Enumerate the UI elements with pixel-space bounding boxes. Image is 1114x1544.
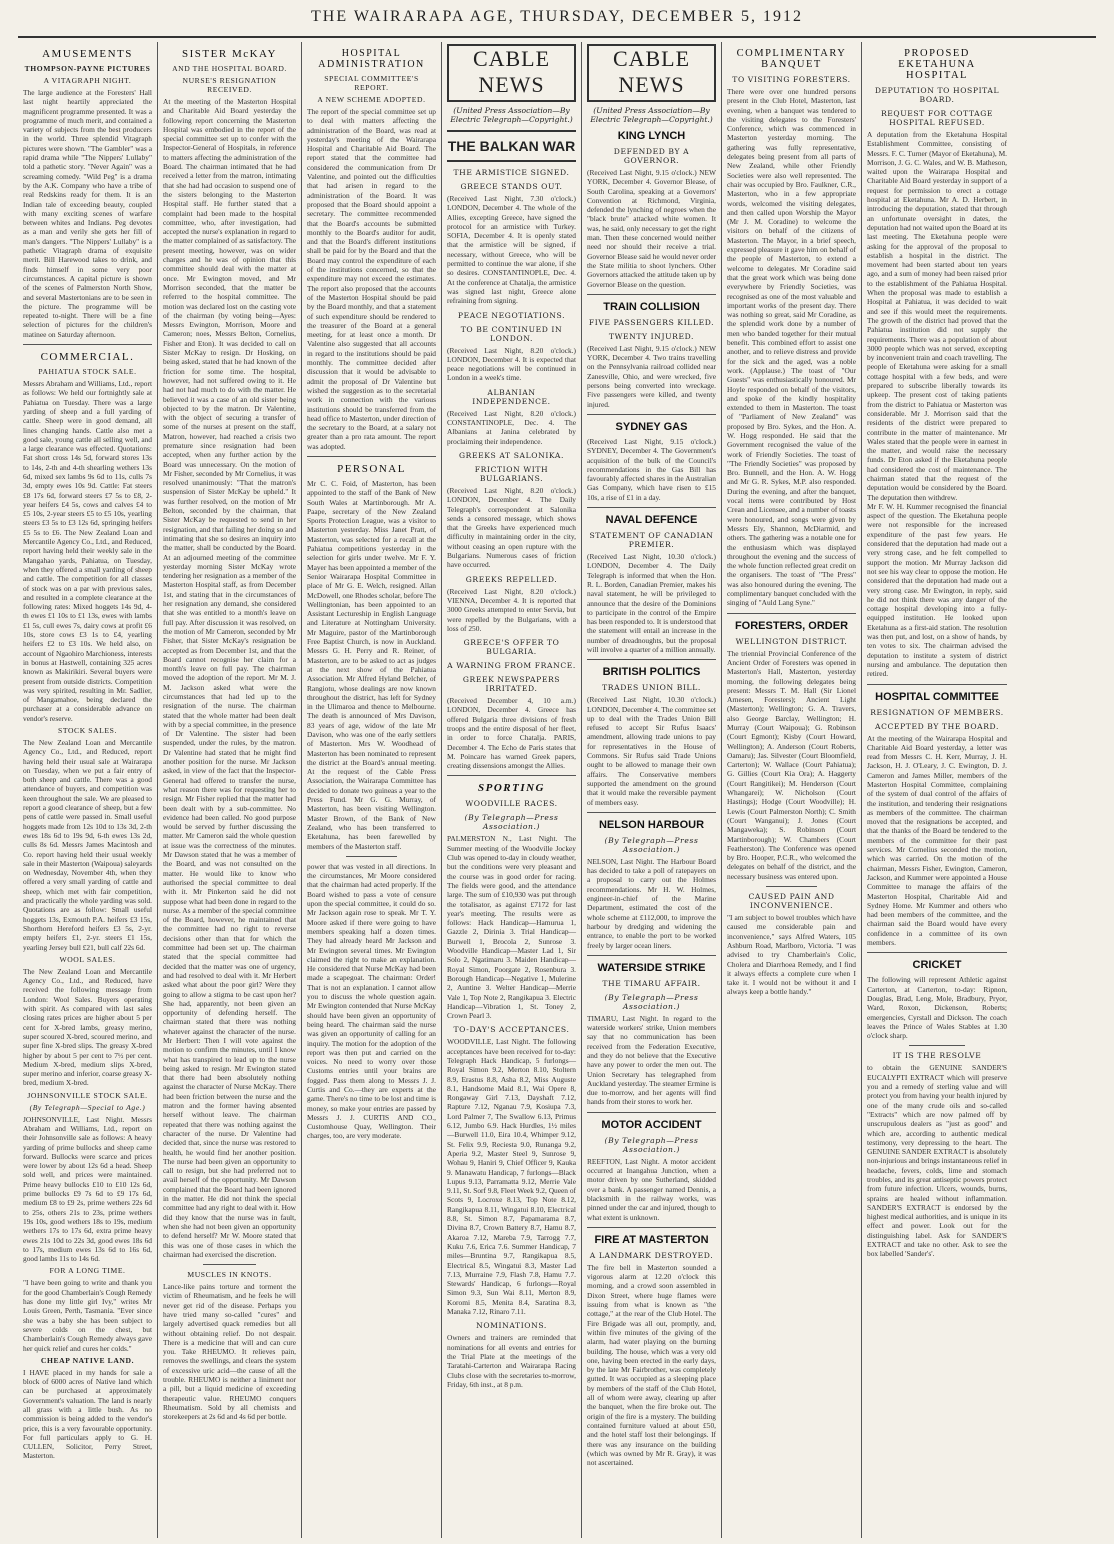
banquet-subheading: TO VISITING FORESTERS. <box>732 75 851 84</box>
stock-sales-heading: STOCK SALES. <box>58 726 117 735</box>
warning-subheading: A WARNING FROM FRANCE. <box>447 661 576 671</box>
acceptances-subheading: TO-DAY'S ACCEPTANCES. <box>453 1025 570 1035</box>
divider <box>587 812 716 813</box>
trades-union-subheading: TRADES UNION BILL. <box>602 683 701 693</box>
commercial-heading: COMMERCIAL. <box>40 351 135 364</box>
hc-subheading-1: RESIGNATION OF MEMBERS. <box>870 707 1004 717</box>
london-subheading: TO BE CONTINUED IN LONDON. <box>460 324 563 343</box>
sporting-heading: SPORTING <box>477 782 545 795</box>
cable-news-source-2: (United Press Association—By Electric Telegraph—Copyright.) <box>590 106 713 124</box>
hospital-admin-continued: power that was vested in all directions. In the circumstances, Mr Moore considered that the chairman had acted properly. If the Board wished to pass a vote of censure upon the special committee, it could do so. Mr Jackson again rose to speak. Mr T. Y. Moore asked if there were going to have members speaking half a dozen times. They had already heard Mr Jackson and Mr Ewington several times. Mr Ewington claimed the right to make an explanation. He considered that Nurse McKay had been made a scapegoat. The chairman: Order! That is not an explanation. I cannot allow you to discuss the whole question again. Mr Ewington contended that Nurse McKay should have been given an opportunity of being heard. The chairman said the nurse was given an opportunity of calling for an inquiry. The motion for the adoption of the report was then put and carried on the voices. No need to worry over those Customs entries until your brains are fogged. Pass them along to Messrs J. J. Curtis and Co.—they are experts at the game. There's no time to be lost and time is money, so make your entries are passed by Messrs J. J. CURTIS AND CO., Customhouse Quay, Wellington. Their charges, too, are very moderate. <box>307 861 436 1141</box>
naval-subheading: STATEMENT OF CANADIAN PREMIER. <box>589 531 714 550</box>
king-lynch-subheading: DEFENDED BY A GOVERNOR. <box>613 147 690 165</box>
greece-subheading: GREECE STANDS OUT. <box>460 182 563 191</box>
repelled-article: (Received Last Night, 8.20 o'clock.) VIENNA, December 4. It is reported that 3000 Greeks attempted to enter Servia, but were repelled by the Bulgarians, with a loss of 250. <box>447 586 576 633</box>
banquet-heading: COMPLIMENTARY BANQUET <box>736 48 847 70</box>
column-7 <box>862 42 1012 1538</box>
masthead: THE WAIRARAPA AGE, THURSDAY, DECEMBER 5, 1912 <box>311 8 803 25</box>
hc-subheading-2: ACCEPTED BY THE BOARD. <box>875 721 999 731</box>
hospital-admin-heading: HOSPITAL ADMINISTRATION <box>318 48 425 70</box>
offer-article: (Received December 4, 10 a.m.) LONDON, December 4. Greece has offered Bulgaria three divisions of fresh troops and the entire disposal of her fleet, in order to force Chatalja. PARIS, December 4. The Echo de Paris states that M. Poincare has warned Greek papers, creating dissensions amongst the Allies. <box>447 696 576 771</box>
balkan-war-heading: THE BALKAN WAR <box>447 130 576 162</box>
rheumo-advert: Lance-like pains torture and torment the victim of Rheumatism, and he feels he will never get rid of the disease. Perhaps you have tried many so-called "cures" and largely advertised quack remedies but all without obtaining relief. Do not despair. There is a medicine that will and can cure you. Take RHEUMO. It relieves pain, removes the swellings, and clears the system of excessive uric acid—the cause of all the trouble. RHEUMO is neither a liniment nor a pill, but a liquid medicine of exceeding therapeutic value. RHEUMO conquers Rheumatism. Sold by all chemists and storekeepers at 2s 6d and 4s 6d per bottle. <box>163 1282 296 1422</box>
woodville-byline: (By Telegraph—Press Association.) <box>464 813 559 832</box>
divider <box>307 456 436 457</box>
long-time-heading: FOR A LONG TIME. <box>49 1266 126 1276</box>
divider <box>727 613 856 614</box>
fire-article: The fire bell in Masterton sounded a vigorous alarm at 12.20 o'clock this morning, and a crowd soon assembled in Dixon Street, where huge flames were issuing from what is known as "the cottage," at the rear of the Club Hotel. The Fire Brigade was all out, promptly, and, within five minutes of the giving of the alarm, had water playing on the burning building. The house, which was a very old one, having been erected in the early days, by the late Mr Fairbrother, was completely gutted. It was occupied as a sleeping place by members of the staff of the Club Hotel, all of whom were away, clearing up after the banquet, when the fire broke out. The origin of the fire is a mystery. The building contained furniture valued at about £50, and the hotel staff lost their belongings. If there was any insurance on the building (which was owned by Mr R. Gray), it was not ascertained. <box>587 1262 716 1468</box>
stock-sales-article: The New Zealand Loan and Mercantile Agency Co., Ltd., and Reduced, report having held their usual sale at Wairarapa on Tuesday, when we put a fair entry of both sheep and cattle. There was a good attendance of buyers, and competition was keen throughout the sale. We are pleased to report a good clearance of sheep, but a few pens of cattle were passed in. Small useful hoggets made from 12s 10d to 13s 3d, 2-th ewes 18s 6d to 19s 9d, 6-th ewes 13s 2d, culls 8s 6d. Messrs James Macintosh and Co. report having held their usual weekly sale in their Masterton (Waipoua) saleyards on Wednesday, November 4th, when they offered a very small yarding of cattle and sheep, which met with fair competition, and practically the whole yarding was sold. Quotations are as follow: Small useful hoggets 13s, Exmouth P.A. heifers £3 15s, Shorthorn Hereford heifers £3 5s, 2-yr. empty heifers £1, 2-yr. steers £1 15s, yearling Jersey bull £21, bull calf 22s 6d. <box>23 738 152 952</box>
train-subheading-1: FIVE PASSENGERS KILLED. <box>588 317 715 327</box>
column-5 <box>582 42 722 1538</box>
pain-advert: "I am subject to bowel troubles which have caused me considerable pain and inconvenience," says Alfred Waters, 105 Ashburn Road, Marlboro, Victoria. "I was advised to try Chamberlain's Colic, Cholera and Diarrhoea Remedy, and I find it always effects a complete cure when I take it. I would not be without it and I always keep a bottle handy." <box>727 913 856 997</box>
divider <box>587 294 716 295</box>
british-politics-article: (Received Last Night, 10.30 o'clock.) LONDON, December 4. The committee set up to deal with the Trades Union Bill refused to accept Sir Rufus Isaacs' amendment, allowing trade unions to pay for representatives in the House of Commons. Sir Rufus said Trade Unions ought to be allowed to manage their own affairs. The Conservative members supported the amendment on the ground that it would make the reversible payment of members easy. <box>587 695 716 807</box>
masthead-rule <box>18 36 1096 38</box>
wool-sales-article: The New Zealand Loan and Mercantile Agency Co., Ltd., and Reduced, have received the following message from London: Wool Sales. Buyers operating with spirit. As compared with last sales closing rates prices are higher about 5 per cent for X-bred lambs, greasy merino, super scoured X-bred, scoured merino, and super fine X-bred slips. The greasy X-bred higher by about 5 per cent to 7½ per cent. Medium X-bred, medium slips X-bred, super merino and inferior, coarse greasy X-bred, medium X-bred. <box>23 966 152 1088</box>
divider <box>867 952 1007 953</box>
hospital-committee-article: At the meeting of the Wairarapa Hospital and Charitable Aid Board yesterday, a letter was read from Messrs C. H. Kerr, Murray, J. H. Jackson, H. J. O'Leary, J. C. Ewington, D. J. Cameron and James Miller, members of the Masterton Hospital Committee, complaining of the system of dual control of the affairs of the institution, and tendering their resignations as members of the committee. The chairman moved that the resignations be accepted, and that the thanks of the Board be tendered to the members of the committee for their past services. Mr Cornelius seconded the motion, which was carried. On the motion of the chairman, Messrs Fisher, Ewington, Cameron, Jackson, and Kummer were appointed a House Committee to manage the affairs of the Masterton Hospital, Charitable Aid and Sydney Home. Mr Kummer and others who had been members of the committee, and the chairman said the Board would have every confidence in a committee of its own members. <box>867 733 1007 948</box>
albania-article: (Received Last Night, 8.20 o'clock.) CONSTANTINOPLE, Dec. 4. The Albanians at Janina celebrated by proclaiming their independence. <box>447 408 576 446</box>
johnsonville-article: JOHNSONVILLE, Last Night. Messrs Abraham and Williams, Ltd., report on their Johnsonville sale as follows: A heavy yarding of prime bullocks and sheep came forward. Bullocks were scarce and prices were lower by about 12s 6d a head. Sheep sold well, and prices were maintained. Prime heavy bullocks £10 to £10 12s 6d, prime bullocks £9 7s 6d to £9 17s 6d, medium £8 to £9 2s, prime wethers 22s 6d to 25s, others 21s to 23s, prime wethers 19s 10s, good wethers 18s to 19s, medium wethers 17s to 17s 6d, extra prime heavy ewes 21s 10d to 22s 3d, good ewes 18s 6d to 17s, medium ewes 13s 6d to 16s 6d, good lambs 11s to 14s 6d. <box>23 1114 152 1264</box>
repelled-subheading: GREEKS REPELLED. <box>465 574 558 584</box>
foresters-article: The triennial Provincial Conference of the Ancient Order of Foresters was opened in Masterton's Hall, Masterton, yesterday morning, the following delegates being present: Messrs T. M. Hall (Sir Lionel Arnesen, Foresters); Ancient Light (Masterton); Wellington; G. A. Travers, also George Barclay, Wellington; H. Murray (Court Waipoua); G. Robinson (Court Egmont); Kisby (Court Howard, Wellington); A. Anderson (Court Roberts, Oamaru); Jas. Silvester (Court Bloomfield, Carterton); W. Wallace (Court Pahiatua); G. Gillies (Court Kia Ora); A. Haggerty (Court Rangitikei); M. Henderson (Court Whangarei); W. Nicholson (Court Hastings); Hodge (Court Woodville); H. Lewis (Court Palmerston North); C. Smith (Court Wanganui); J. Jones (Court Mangaweka); S. Robinson (Court Martinborough); W. Chambers (Court Featherston). The Conference was opened by Bro. Hooper, P.C.R., who welcomed the delegates on behalf of the district, and the necessary business was entered upon. <box>727 648 856 881</box>
divider <box>587 955 716 956</box>
british-politics-heading: BRITISH POLITICS <box>602 666 701 679</box>
cheap-land-heading: CHEAP NATIVE LAND. <box>40 1355 135 1365</box>
sanders-advert: to obtain the GENUINE SANDER'S EUCALYPTI EXTRACT which will preserve you and a remedy of sterling value and will protect you from having your health injured by one of the many crude oils and so-called "Extracts" which are now palmed off by unscrupulous dealers as "just as good" and which are, according to authentic medical testimony, very depressing to the heart. The GENUINE SANDER EXTRACT is absolutely non-injurious and brings instantaneous relief in headache, fevers, colds, lime and stomach troubles, and its great antiseptic powers protect from future infection. Ulcers, wounds, burns, sprains are healed without inflammation. SANDER'S EXTRACT is endorsed by the highest medical authorities, and is unique in its effect and power. Look out for the distinguishing label. Ask for SANDER'S EXTRACT and take no other. Ask to see the box labelled 'Sander's'. <box>867 1063 1007 1259</box>
divider <box>203 1264 256 1265</box>
offer-subheading: GREECE'S OFFER TO BULGARIA. <box>463 638 560 657</box>
divider <box>447 775 576 776</box>
divider <box>587 1227 716 1228</box>
special-report-subheading: SPECIAL COMMITTEE'S REPORT. <box>324 74 419 92</box>
sister-mckay-heading: SISTER McKAY <box>182 48 277 60</box>
fire-heading: FIRE AT MASTERTON <box>594 1233 709 1246</box>
divider <box>766 886 818 887</box>
cable-news-source: (United Press Association—By Electric Telegraph—Copyright.) <box>450 106 573 124</box>
divider <box>23 344 152 345</box>
personal-heading: PERSONAL <box>337 462 406 475</box>
irritated-subheading: GREEK NEWSPAPERS IRRITATED. <box>462 675 561 694</box>
divider <box>587 414 716 415</box>
king-lynch-article: (Received Last Night, 9.15 o'clock.) NEW YORK, December 4. Governor Blease, of South Carolina, speaking at a Governors' Convention at Richmond, Virginia, defended the lynching of negroes when the "black brute" attacked white women. It was, he said, only necessary to get the right man. Then these concerned would neither need nor should their receive a trial. Governor Blease said he would never order the State militia to shoot lynchers. Other Governors attacked the attitude taken up by Governor Blease on the question. <box>587 168 716 289</box>
sister-mckay-article: At the meeting of the Masterton Hospital and Charitable Aid Board yesterday the following report concerning the Masterton Hospital was embodied in the report of the special committee set up to confer with the Inspector-General of Hospitals, in reference to matters affecting the administration of the Board. The chairman intimated that he had received a letter from the matron, intimating that she had had occasion to suspend one of the sisters belonging to the Masterton Hospital staff. He further stated that a complaint had been made to the hospital committee, who, after investigation, had accepted the nurse's explanation in regard to the matter complained of as satisfactory. The present meeting, however, was on wider charges and he was of opinion that this committee should deal with the matter at once. Mr Ewington moved, and Mr Morrison seconded, that the matter be referred to the hospital committee. The motion was declared lost on the casting vote of the chairman (by voting being—Ayes: Messrs Ewington, Morrison, Moore and Cameron; noes, Messrs Belton, Cornelius, Fisher and Eton). It was decided to call on Sister McKay to resign. Dr Hosking, on being asked, stated that he had known of the friction for some time. The hospital, however, had not suffered owing to it. He had not had much to do with the matter. He believed it was a case of an old sister being objected to by the matron. Dr Valentine, with the object of securing a transfer of some of the nurses at present on the staff, Matron, however, had reached a crisis two premature since resignation had been accepted, when any further action by the Board was unnecessary. On the motion of Mr Fisher, seconded by Mr Cornelius, it was resolved unanimously: "That the matron's suspension of Sister McKay be upheld." It was further resolved, on the motion of Mr Belton, seconded by the chairman, that Sister McKay be requested to send in her resignation, and that failing her doing so and intimating that she so desires an inquiry into the matter, shall be conducted by the Board. At an adjourned meeting of the committee yesterday morning Sister McKay wrote tendering her resignation as a member of the Masterton Hospital staff, as from December 1st, and stating that in the circumstances of her resignation any demand, she considered that she was entitled to a month's leave on full pay. After discussion it was resolved, on the motion of Mr Cameron, seconded by Mr Fisher, that Sister McKay's resignation be accepted as from December 1st, and that the Board cannot recognise her claim for a month's leave on full pay. The chairman moved the adoption of the report. Mr M. J. M. Jackson asked what were the circumstances that had led up to the resignation of the nurse. The chairman stated that the whole matter had been dealt with by a special committee, in the presence of Dr Valentine. The sister had been suspended, under the rules, by the matron. Dr Valentine had stated that he might find another position for the nurse. Mr Jackson asked, in view of the fact that the Inspector-General had offered to transfer the nurse, what reason there was for requesting her to resign. Mr Fisher replied that the matter had been dealt with by a sub-committee. No evidence had been called. No good purpose would be served by further discussing the matter. Mr Cameron said the whole question at issue was the correctness of the minutes. Mr Dawson stated that he was a member of the Board, and was not consulted on the matter. He would like to know who authorised the special committee to deal with it. Mr Pinkerton said he did not suppose what had been done in regard to the nurse. As a member of the special committee of the Board, however, he maintained that the committee had no right to reverse decisions other than that for which the committee had been set up. The chairman stated that the special committee had decided that the matter was one of urgency, and had resolved to deal with it. Mr Herbert asked what about the poor girl? Were they going to allow a stigma to be cast upon her? She had, apparently, not been given an opportunity of defending herself. The chairman stated that there was nothing whatever against the character of the nurse. Mr Herbert: Then I will vote against the motion to confirm the minutes, until I know what has transpired to lead up to the nurse being asked to resign. Mr Ewington stated that there had been absolutely nothing against the character of Nurse McKay. There had been friction between the nurse and the matron and the former having absented herself without leave. The chairman repeated that there was nothing against the character of the nurse. Dr Valentine had decided that, since the nurse was restored to health, he would find her another position. The nurse had been given an opportunity to call to resign, but she had preferred not to avail herself of the opportunity. Mr Dawson complained that the Board had been ignored in the matter. He did not think the special committee had any right to deal with it. How did they know that the nurse was in fault, when she had not been given an opportunity to defend herself? Mr W. Moore stated that this was one of those cases in which the chairman had exercised the discretion. <box>163 97 296 1259</box>
hospital-board-subheading: AND THE HOSPITAL BOARD. <box>172 64 287 73</box>
timaru-subheading: THE TIMARU AFFAIR. <box>602 978 701 988</box>
column-6 <box>722 42 862 1538</box>
johnsonville-byline: (By Telegraph—Special to Age.) <box>29 1102 146 1112</box>
nominations-subheading: NOMINATIONS. <box>476 1321 547 1331</box>
cable-news-heading: CABLE NEWS <box>447 44 576 102</box>
king-lynch-heading: KING LYNCH <box>617 130 686 142</box>
train-collision-article: (Received Last Night, 9.15 o'clock.) NEW YORK, December 4. Two trains travelling on the Pennsylvania railroad collided near Zanesville, Ohio, and were wrecked, five persons being converted into wreckage. Five passengers were killed, and twenty injured. <box>587 343 716 409</box>
acceptances-article: WOODVILLE, Last Night. The following acceptances have been received for to-day: Telegraph Hack Handicap, 5 furlongs—Royal Simon 9.2, Merton 8.10, Stoltern 8.9, Erastus 8.8, Asha 8.2, Miss Auguste 8.1, Handsome Maid 8.1, Wai Opere 8, Rongaway Girl 7.13, Dayshaft 7.12, Rapture 7.12, Nganau 7.9, Kosiupa 7.3, Lord Palmer 7, The Swallow 6.13, Primus 6.12, Jumbo 6.9. Hack Hurdles, 1½ miles—Burwell 11.0, Eira 10.4, Whimper 9.12, St. Felix 9.9, Reciesta 9.0, Runanga 9.2, Aperia 9.2, Master Steel 9, Sunrose 9, Wohau 9, Haniri 9, Chief Officer 9, Kauka 9. Manawatu Handicap, 7 furlongs—Black Lupus 9.13, Parramatta 9.12, Merrie Vale 9.11, St. Sorf 9.8, Fleet Week 9.2, Queen of Scots 9, Locroxe 8.13, Top Note 8.12, Rangikapua 8.11, Wingatui 8.10, Electrical 8.8, St. Simon 8.7, Papamarama 8.7, Divina 8.7, Crown Battery 8.7, Hamu 8.7, Akaroa 7.12, Mareba 7.9, Tarrogg 7.7, Kuku 7.6, Erica 7.6. Summer Handicap, 7 miles—Bruntina 9.7, Rangikapua 8.5, Electrical 8.5, Wingatui 8.3, Master Lad 7.13, Murraine 7.9, Flash 7.8, Hamu 7.7. Stewards' Handicap, 6 furlongs—Royal Simon 9.3, Sun Wai 8.11, Merton 8.9, Koromi 8.5, Menita 8.4, Saratina 8.3, Manaka 7.12, Rinaro 7.11. <box>447 1037 576 1317</box>
train-subheading-2: TWENTY INJURED. <box>608 331 695 341</box>
armistice-subheading: THE ARMISTICE SIGNED. <box>453 168 570 177</box>
vitagraph-heading: A VITAGRAPH NIGHT. <box>43 76 132 85</box>
albania-subheading: ALBANIAN INDEPENDENCE. <box>472 387 551 406</box>
cricket-heading: CRICKET <box>912 959 962 972</box>
muscles-heading: MUSCLES IN KNOTS. <box>187 1270 272 1280</box>
thompson-heading: THOMPSON-PAYNE PICTURES <box>24 64 151 73</box>
column-2 <box>158 42 302 1538</box>
pahiatua-sale-heading: PAHIATUA STOCK SALE. <box>38 367 137 377</box>
columns <box>18 42 1106 1538</box>
motor-byline: (By Telegraph—Press Association.) <box>604 1135 699 1154</box>
naval-defence-heading: NAVAL DEFENCE <box>605 514 698 527</box>
eketahuna-article-continued: Mr F. W. H. Kummer recognised the financial aspect of the question. The Eketahuna people were not responsible for the increased expenditure of the past few years. He considered that the deputation had made out a very strong case, and he felt compelled to support the motion. Mr Murray Jackson did not see his way clear to oppose the motion. He considered that the deputation had made out a very strong case. Mr Ewington, in reply, said he did not think there was any danger of the cottage hospital developing into a fully-equipped institution. He looked upon Eketahuna as a first-aid station. The resolution was then put, and lost, on a show of hands, by ten votes to six. The chairman advised the deputation to institute a system of district nursing and ambulance. The deputation then retired. <box>867 501 1007 679</box>
personal-article: Mr C. C. Foid, of Masterton, has been appointed to the staff of the Bank of New South Wales at Martinborough. Mr A. Paape, secretary of the New Zealand Sports Protection League, was a visitor to Masterton yesterday. Miss Janet Pratt, of Masterton, was selected for a recall at the Pahiatua competitions yesterday in the selection for girls under twelve. Mr F. Y. Mayer has been appointed a member of the Senior Wairarapa Hospital Committee in place of Mr G. E. Welch, resigned. Allan McDowell, one Rhodes scholar, before The Wellingtonian, has been appointed to an Assistant Lectureship in English Language and Literature at Nottingham University. Mr Maguire, pastor of the Martinborough Free Baptist Church, is now in Auckland. Messrs G. H. Perry and R. Reiner, of Masterton, are to be asked to act as judges at the next show of the Pahiatua Association. Mr Alfred Hyland Belcher, of Rangiotu, whose dealings are now known throughout the district, has left for Sydney in the Ulimaroa and thence to Melbourne. The death is announced of Mrs Davison, 83 years of age, widow of the late Mr Davison, who was one of the early settlers of Masterton. Mrs W. Woodhead of Masterton has been nominated to represent the district at the Board's annual meeting. At the request of the Cable Press Association, the Wairarapa Committee has decided to donate two guineas a year to the Press Fund. Mr G. G. Murray, of Masterton, has been visiting Wellington. Master Brown, of the Bank of New Zealand, who has been transferred to Eketahuna, has been farewelled by members of the Masterton staff. <box>307 478 436 851</box>
cheap-land-advert: I HAVE placed in my hands for sale a block of 6000 acres of Native land which can be purchased at approximately Government's valuation. The land is nearly all grass with a little bush. As no commission is being added to the vendor's price, this is a very favourable opportunity. For full particulars apply to G. H. CULLEN, Solicitor, Perry Street, Masterton. <box>23 1367 152 1461</box>
long-time-advert: "I have been going to write and thank you for the good Chamberlain's Cough Remedy has done my little girl Ivy," writes Mr Louis Green, Perth, Tasmania. "Ever since she was a baby she has been subject to severe colds on the chest, but Chamberlain's Cough Remedy always gave her quick relief and cures her colds." <box>23 1278 152 1353</box>
column-1 <box>18 42 158 1538</box>
deputation-subheading: DEPUTATION TO HOSPITAL BOARD. <box>874 86 1000 104</box>
divider <box>346 856 398 857</box>
motor-accident-heading: MOTOR ACCIDENT <box>601 1118 702 1131</box>
divider <box>587 659 716 660</box>
nelson-harbour-heading: NELSON HARBOUR <box>598 818 705 831</box>
hospital-committee-heading: HOSPITAL COMMITTEE <box>875 690 999 703</box>
sydney-gas-heading: SYDNEY GAS <box>615 420 688 433</box>
friction-article: (Received Last Night, 8.20 o'clock.) LONDON, December 4. The Daily Telegraph's correspondent at Salonika sends a censored message, which shows that the Greeks have experienced much difficulty in maintaining order in the city, without ceasing an open rupture with the Bulgarians. Numerous cases of friction have occurred. <box>447 485 576 570</box>
train-collision-heading: TRAIN COLLISION <box>603 300 700 313</box>
waterside-strike-heading: WATERSIDE STRIKE <box>597 961 706 974</box>
fire-subheading: A LANDMARK DESTROYED. <box>589 1250 714 1260</box>
cricket-article: The following will represent Athletic against Carterton, at Carterton, to-day: Ripnon, Douglas, Brad, Leng, Mole, Bradbury, Pryor, Ward, Roxon, Dickenson, Roberts; emergencies, Cyrstall and Dickson. The coach leaves the Prince of Wales Stables at 1.30 o'clock sharp. <box>867 975 1007 1041</box>
woodville-subheading: WOODVILLE RACES. <box>465 799 558 809</box>
nominations-article: Owners and trainers are reminded that nominations for all events and entries for the Trial Plate at the meetings of the Taratahi-Carterton and Wairarapa Racing Clubs close with the secretaries to-morrow, Friday, 6th inst., at 8 p.m. <box>447 1333 576 1389</box>
eketahuna-heading: PROPOSED EKETAHUNA HOSPITAL <box>898 48 976 81</box>
pahiatua-sale-article: Messrs Abraham and Williams, Ltd., report as follows: We held our fortnightly sale at Pahiatua on Tuesday. There was a large yarding of sheep and a full yarding of cattle. Sheep were in good demand, all lines changing hands. Cattle also met a good sale, young cattle all selling well, and a large clearance was effected. Quotations: Fat short cross 14s 5d, forward stores 13s to 14s, 2-th and 4-th shearling wethers 13s 6d, mixed sex lambs 9s 6d to 11s, culls 7s 3d, empty ewes 10s 9d. Cattle: Fat steers £8 17s 6d, forward steers £7 5s to £8, 2-year heifers £4 5s, cows and calves £4 to £5 10s, 2-year steers £5 to £5 10s, yearling steers £3 5s to £3 12s 6d, springing heifers £5 5s to £6. The New Zealand Loan and Mercantile Agency Co., Ltd., and Reduced, report having held their weekly sale in the Mangahao yards, Pahiatua, on Tuesday, when they offered a small yarding of sheep and cattle. The competition for all classes of stock was on a par with previous sales, and resulted in a complete clearance at the following rates: Mixed hoggets 14s 9d, 4-th ewes £1 10s to £1 13s, ewes with lambs £1 5s, cull ewes 7s, dairy cows at profit £6 10s, store cows £3 1s to £4, yearling heifers £2 to £3 10s. We held also, on account of Ngaohiro Marchioness, interests in bonus at Hastwell, containing 325 acres known as Makirikiri. Several buyers were present from outside districts. Competition was very spirited, resulting in Mr. Sadlier, of Mangamahoe, being declared the purchaser at a considerable advance on vendor's reserve. <box>23 379 152 723</box>
column-3 <box>302 42 442 1538</box>
sporting-article: PALMERSTON N., Last Night. The Summer meeting of the Woodville Jockey Club was opened to-day in cloudy weather, but the conditions were very pleasant and the course was in good order for racing. The fields were good, and the attendance large. The sum of £10,930 was put through the totalisator, as against £7172 for last year's meeting. The results were as follows: Hack Handicap—Hamurua 1, Gazzle 2, Dirinia 3. Trial Handicap—Burwell 1, Brocola 2, Sunrose 3. Woodville Handicap—Master Lad 1, Sir Solo 2, Ngatimaru 3. Maiden Handicap—Royal Simon, Poorgate 2, Rosenbura 3. Borough Handicap—Negative 1, Mulerine 2, Auntine 3. Welter Handicap—Merrie Vale 1, Top Note 2, Rangikapua 3. Electric Handicap—Vibration 1, St. Toney 2, Crown Pearl 3. <box>447 834 576 1021</box>
divider <box>867 684 1007 685</box>
amusements-heading: AMUSEMENTS <box>42 48 133 60</box>
eketahuna-article: A deputation from the Eketahuna Hospital Establishment Committee, consisting of Messrs. F. C. Turner (Mayor of Eketahuna), M. Morrison, J. G. C. Wales, and W. B. Matheson, waited upon the Wairarapa Hospital and Charitable Aid Board yesterday in support of a request for permission to erect a cottage hospital at Eketahuna. Mr A. D. Herbert, in introducing the deputation, stated that through an unfortunate oversight in dates, the deputation had not waited upon the Board at its last meeting. The Eketahuna people were asking for the approval of the proposal to establish a hospital in the district. The movement had been started about ten years ago, and a sum of money had been raised prior to the establishment of the Pahiatua Hospital. When the proposal was made to establish a Hospital at Pahiatua, it was decided to wait and see if this would meet the requirements. The growth of the district had proved that the Pahiatua institution did not supply the requirements. There was a population of about 3000 people which was not served, excepting by inconvenient train and coach travelling. The people of Eketahuna were asking for a small cottage hospital with a few beds, and were prepared to subscribe liberally towards its upkeep. The present cost of taking patients from the district to Pahiatua or Masterton was considerable. Mr J. Morrison said that the residents of the district were prepared to contribute in the matter of maintenance. Mr Wales stated that the people were in earnest in the matter, and would raise the necessary funds. Dr Eton asked if the Eketahuna people had considered the cost of maintenance. The chairman stated that the request of the deputation would be considered by the Board. The deputation then withdrew. <box>867 130 1007 502</box>
greeks-subheading: GREEKS AT SALONIKA. <box>459 450 564 460</box>
resignation-subheading: NURSE'S RESIGNATION RECEIVED. <box>182 76 277 94</box>
peace-subheading: PEACE NEGOTIATIONS. <box>457 310 566 320</box>
divider <box>587 1112 716 1113</box>
motor-accident-article: REEFTON, Last Night. A motor accident occurred at Inangahua Junction, when a motor driven by one Sutherland, skidded over a bank. A passenger named Dennis, a blacksmith in the railway works, was pinned under the car and injured, though to what extent is unknown. <box>587 1156 716 1222</box>
waterside-strike-article: TIMARU, Last Night. In regard to the waterside workers' strike, Union members say that no communication has been received from the Federation Executive, and they do not believe that the Executive have any power to order the men out. The Union Secretary has telegraphed from Auckland yesterday. The steamer Ermine is due to-morrow, and her agents will find hands from their stores to work her. <box>587 1013 716 1107</box>
wellington-subheading: WELLINGTON DISTRICT. <box>735 636 848 646</box>
waterside-byline: (By Telegraph—Press Association.) <box>604 992 699 1011</box>
nelson-byline: (By Telegraph—Press Association.) <box>604 835 699 854</box>
nelson-harbour-article: NELSON, Last Night. The Harbour Board has decided to take a poll of ratepayers on a proposal to carry out the Holmes recommendations. Mr H. W. Holmes, engineer-in-chief of the Marine Department, estimated the cost of the whole scheme at £112,000, to improve the harbour by dredging and widening the entrance, to enable the port to be worked freely by larger ocean liners. <box>587 856 716 950</box>
johnsonville-heading: JOHNSONVILLE STOCK SALE. <box>27 1090 148 1100</box>
resolve-heading: IT IS THE RESOLVE <box>892 1051 982 1061</box>
friction-subheading: FRICTION WITH BULGARIANS. <box>474 464 549 483</box>
divider <box>587 507 716 508</box>
armistice-article: (Received Last Night, 7.30 o'clock.) LONDON, December 4. The whole of the Allies, excepting Greece, have signed the protocol for an armistice with Turkey. SOFIA, December 4. It is openly stated that the armistice will be signed, if necessary, without Greece, who will be permitted to continue the war alone, if she so desires. CONSTANTINOPLE, Dec. 4. At the conference at Chatalja, the armistice was signed last night, Greece alone refraining from signing. <box>447 194 576 306</box>
amusements-article: The large audience at the Foresters' Hall last night heartily appreciated the magnificent programme presented. It was a programme of much merit, and contained a variety of subjects from the best producers in the world. Three splendid Vitagraph pictures were shown. "The Gambler" was a rapid drama while "The Nippers' Lullaby" told a pathetic story. "Never Again" was a screaming comedy. "Wild Peg" is a drama by the A.K. Company who have a tribe of real Redskins ready for them. It is an Indian tale of exceeding beauty, coupled with many exciting scenes of warfare between whites and Indians. Peg devotes as a man and verily she gets her fill of man's dangers. "The Nippers' Lullaby" is a pathetic Vitagraph drama of exquisite merit. Bill Harewood takes to drink, and finds himself in some very poor circumstances. A capital picture is shown of the scenes of Palmerston North Show, and several Mastertonians are to be seen in the picture. The programme will be repeated to-night. There will be a fine selection of pictures for the children's matinee on Saturday afternoon. <box>23 88 152 339</box>
foresters-heading: FORESTERS, ORDER <box>734 619 849 632</box>
cable-news-heading-2: CABLE NEWS <box>587 44 716 102</box>
new-scheme-subheading: A NEW SCHEME ADOPTED. <box>317 95 426 104</box>
column-4 <box>442 42 582 1538</box>
naval-defence-article: (Received Last Night, 10.30 o'clock.) LONDON, December 4. The Daily Telegraph is informed that when the Hon. R. L. Borden, Canadian Premier, makes his naval statement, he will be privileged to announce that the desire of the Dominions to participate in the control of the Empire has been responded to. It is understood that the statement will entail an increase in the number of dreadnoughts, but the proposal will involve a quarter of a million annually. <box>587 552 716 654</box>
divider <box>909 1045 965 1046</box>
hospital-admin-article: The report of the special committee set up to deal with matters affecting the administration of the Board, was read at yesterday's meeting of the Wairarapa Hospital and Charitable Aid Board. The report stated that the committee had considered the communication from Dr Valentine, and pointed out the difficulties that had arisen in regard to the administration of the Board. It was proposed that the Board should appoint a secretary. The committee recommended that the Board's accounts be submitted monthly to the Board's auditor for audit, and that the Board's different institutions shall be paid for by the Board and that the Board may control the expenditure of each of the institutions concerned, so that the expenditure may not exceed the estimates. The report also proposed that the accounts of the Masterton Hospital should be paid by the Board monthly, and that a statement of such expenditure should be rendered to the treasurer of the Board at a general meeting, for at least once a month. Dr Valentine also suggested that all accounts in regard to the institutions should be paid monthly. The committee decided after discussion that it would be advisable to admit the proposal of Dr Valentine but wished the suggestion as to the secretarial work in connection with the various institutions should be transferred from the head office to Masterton, under direction of the secretary to the Board, at a salary not greater than a pro rata amount. The report was adopted. <box>307 107 436 451</box>
pain-heading: CAUSED PAIN AND INCONVENIENCE. <box>748 892 835 911</box>
sydney-gas-article: (Received Last Night, 9.15 o'clock.) SYDNEY, December 4. The Government's acquisition of the bulk of the Council's recommendations in the Gas Bill has favourably affected shares in the Australian Gas Company, which have risen to £15 10s, a rise of £1 in a day. <box>587 436 716 502</box>
request-subheading: REQUEST FOR COTTAGE HOSPITAL REFUSED. <box>880 109 994 127</box>
banquet-article: There were over one hundred persons present in the Club Hotel, Masterton, last evening, when a banquet was tendered to the visiting delegates to the Foresters' Conference, which was commenced in Masterton yesterday morning. The gathering was fully representative, delegates being present from all parts of New Zealand, while other Friendly Societies were also well represented. The chair was occupied by Bro. Faulkner, C.R., Masterton, who in a few appropriate words, welcomed the visiting delegates, and then called upon Worship the Mayor (Mr J. M. Coradine) to welcome the visitors on behalf of the citizens of Masterton. The Mayor, in a brief speech, expressed pleasure it gave him on behalf of the people of Masterton, to extend a welcome to delegates. Mr Coradine said that the great work which was being done everywhere by Friendly Societies, was recognised as one of the most valuable and important works of the present day. There was nothing so great, said Mr Coradine, as the splendid work done by a number of men who banded together for their mutual benefit. This combined effort to assist one another, and to relieve distress and provide for the sick and the aged, was a noble work. (Applause.) The toast of "Our Guests" was enthusiastically honoured. Mr Hoyle responded on behalf of the visitors, and spoke of the kindly hospitality extended to them in Masterton. The toast of "Parliament of New Zealand" was proposed by Bro. Sykes, and the Hon. A. W. Hogg responded. He said that the Government recognised the value of the work of Friendly Societies. The toast of "The Friendly Societies" was proposed by Bro. Bunnell, and the Hon. A. W. Hogg and Mr G. R. Sykes, M.P. also responded. During the evening, and after the banquet, vocal items were contributed by Host Crean and Licensee, and a number of toasts were honoured, and songs were given by Messrs Ely, Shannon, McDiarmid, and others. The gathering was a notable one for the enthusiasm which was displayed throughout the evening and the success of the whole function reflected great credit on the organisers. The toast of "The Press" was also honoured during the evening. The complimentary banquet concluded with the singing of "Auld Lang Syne." <box>727 87 856 608</box>
wool-sales-heading: WOOL SALES. <box>59 954 116 964</box>
peace-article: (Received Last Night, 8.20 o'clock.) LONDON, December 4. It is expected that peace negotiations will be continued in London in a week's time. <box>447 345 576 383</box>
